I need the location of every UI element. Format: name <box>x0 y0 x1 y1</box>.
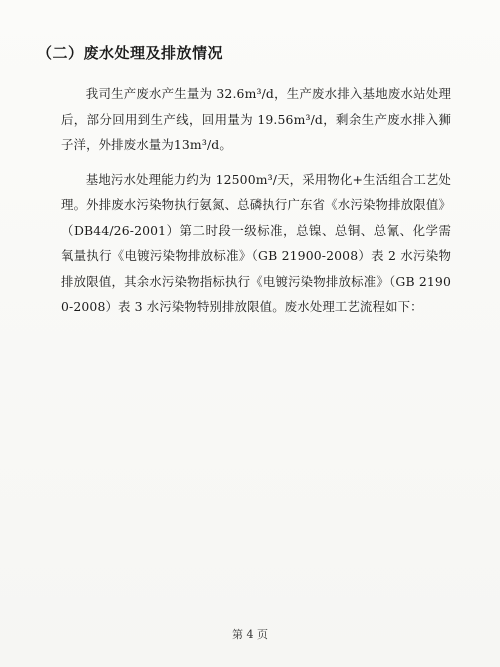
paragraph-wastewater-generation: 我司生产废水产生量为 32.6m³/d，生产废水排入基地废水站处理后，部分回用到生产线，回用量为 19.56m³/d，剩余生产废水排入狮子洋，外排废水量为13m³/d。 <box>61 86 451 152</box>
section-title: （二）废水处理及排放情况 <box>37 44 224 62</box>
page-number: 第 4 页 <box>232 628 268 641</box>
document-content <box>37 43 451 328</box>
paragraph-treatment-standards: 基地污水处理能力约为 12500m³/天，采用物化+生活组合工艺处理。外排废水污染物执行氨氮、总磷执行广东省《水污染物排放限值》（DB44/26-2001）第二时段一级标准，总镍、总铜、总氰、化学需氧量执行《电镀污染物排放标准》（GB 21900-2008）表 2 水污染物排放限值，其余水污染物指标执行《电镀污染物排放标准》（GB 21900-2008）表 3 水污染物特别排放限值。废水处理工艺流程如下： <box>61 171 451 314</box>
